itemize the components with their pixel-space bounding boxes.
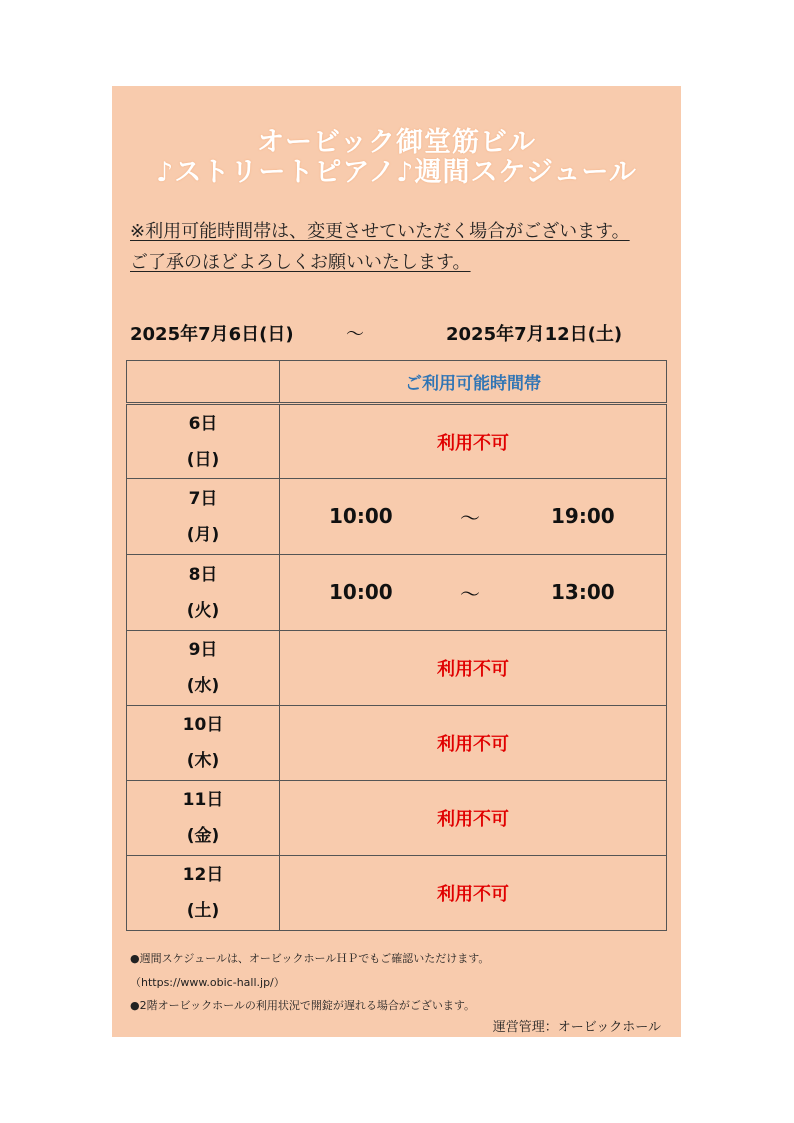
table-row xyxy=(127,555,667,631)
status-cell xyxy=(280,781,667,856)
day-number: 10日 xyxy=(182,715,224,735)
unavailable-label: 利用不可 xyxy=(437,884,509,905)
notice-line-2: ご了承のほどよろしくお願いいたします。 xyxy=(130,252,471,273)
day-cell xyxy=(127,631,280,706)
status-cell xyxy=(280,631,667,706)
time-cell xyxy=(280,479,667,555)
day-weekday: (土) xyxy=(186,901,220,921)
day-weekday: (金) xyxy=(186,826,220,846)
period-tilde: ～ xyxy=(346,324,364,345)
day-number: 6日 xyxy=(188,413,218,434)
start-time: 10:00 xyxy=(329,580,393,604)
start-time: 10:00 xyxy=(329,504,393,528)
footer-manager: 運営管理：オービックホール xyxy=(492,1020,661,1035)
status-cell xyxy=(280,706,667,781)
notice-line-1: ※利用可能時間帯は、変更させていただく場合がございます。 xyxy=(130,221,630,242)
period-start: 2025年7月6日(日) xyxy=(130,324,294,345)
end-time: 13:00 xyxy=(551,580,615,604)
unavailable-label: 利用不可 xyxy=(437,809,509,830)
day-cell xyxy=(127,404,280,479)
title-building: オービック御堂筋ビル xyxy=(257,127,536,158)
day-cell xyxy=(127,706,280,781)
time-tilde: ～ xyxy=(460,506,480,530)
end-time: 19:00 xyxy=(551,504,615,528)
unavailable-label: 利用不可 xyxy=(437,659,509,680)
day-cell xyxy=(127,479,280,555)
time-cell xyxy=(280,555,667,631)
table-header-row xyxy=(127,361,667,404)
day-number: 9日 xyxy=(188,640,218,660)
status-cell xyxy=(280,404,667,479)
table-row xyxy=(127,479,667,555)
unavailable-label: 利用不可 xyxy=(437,734,509,755)
time-tilde: ～ xyxy=(460,582,480,606)
day-number: 8日 xyxy=(188,564,218,585)
day-weekday: (月) xyxy=(186,524,220,545)
title-schedule: ♪ストリートピアノ♪週間スケジュール xyxy=(156,157,637,188)
footer-note-unlock: ●2階オービックホールの利用状況で開錠が遅れる場合がございます。 xyxy=(130,999,476,1012)
day-number: 12日 xyxy=(182,865,224,885)
day-cell xyxy=(127,781,280,856)
day-number: 11日 xyxy=(182,790,224,810)
day-weekday: (水) xyxy=(186,676,220,696)
status-cell xyxy=(280,856,667,931)
header-empty-cell xyxy=(127,361,280,404)
day-weekday: (日) xyxy=(186,449,220,470)
table-row xyxy=(127,631,667,706)
day-cell xyxy=(127,856,280,931)
table-row xyxy=(127,781,667,856)
table-row xyxy=(127,856,667,931)
footer-note-website: ●週間スケジュールは、オービックホールＨＰでもご確認いただけます。 xyxy=(130,952,490,965)
schedule-card xyxy=(112,86,681,1037)
header-available-hours: ご利用可能時間帯 xyxy=(280,361,667,404)
period-end: 2025年7月12日(土) xyxy=(446,324,623,345)
day-number: 7日 xyxy=(188,488,218,509)
table-row xyxy=(127,404,667,479)
schedule-table xyxy=(126,360,667,931)
day-weekday: (火) xyxy=(186,600,220,621)
footer-url: （https://www.obic-hall.jp/） xyxy=(130,976,285,989)
day-cell xyxy=(127,555,280,631)
day-weekday: (木) xyxy=(186,751,220,771)
table-row xyxy=(127,706,667,781)
unavailable-label: 利用不可 xyxy=(437,432,509,454)
